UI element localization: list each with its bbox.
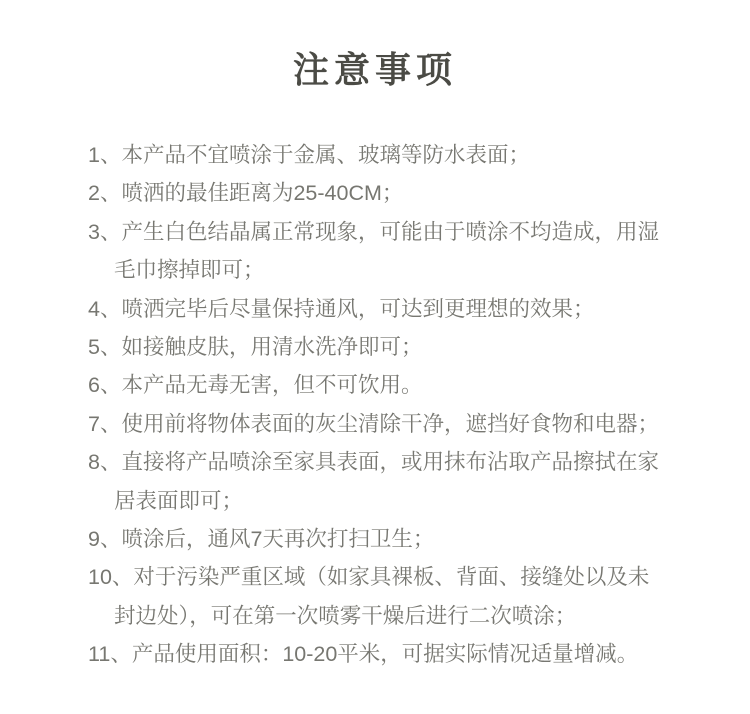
- page-title: 注意事项: [292, 49, 457, 90]
- list-item: 7、使用前将物体表面的灰尘清除干净，遮挡好食物和电器；: [88, 411, 659, 436]
- list-item: 9、喷涂后，通风7天再次打扫卫生；: [88, 527, 435, 552]
- list-item: 2、喷洒的最佳距离为25-40CM；: [88, 181, 404, 206]
- list-item: 11、产品使用面积：10-20平米，可据实际情况适量增减。: [88, 642, 639, 667]
- notice-list: [88, 136, 668, 674]
- list-item: 4、喷洒完毕后尽量保持通风，可达到更理想的效果；: [88, 296, 595, 321]
- list-item: 8、直接将产品喷涂至家具表面，或用抹布沾取产品擦拭在家居表面即可；: [88, 450, 659, 513]
- list-item: 3、产生白色结晶属正常现象，可能由于喷涂不均造成，用湿毛巾擦掉即可；: [88, 219, 659, 283]
- list-item: 5、如接触皮肤，用清水洗净即可；: [88, 335, 423, 360]
- list-item: 6、本产品无毒无害，但不可饮用。: [88, 373, 423, 398]
- list-item: 1、本产品不宜喷涂于金属、玻璃等防水表面；: [88, 143, 530, 167]
- list-item: 10、对于污染严重区域（如家具裸板、背面、接缝处以及未封边处），可在第一次喷雾干燥后进行二次喷涂；: [88, 565, 650, 628]
